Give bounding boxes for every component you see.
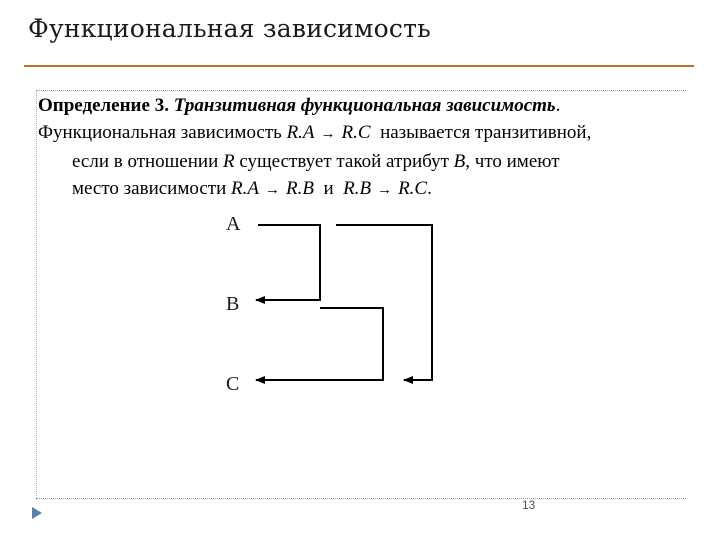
text-segment: называется транзитивной, — [370, 122, 592, 143]
content-frame-left — [36, 90, 37, 500]
title-divider — [24, 65, 694, 67]
text-segment: и — [313, 178, 344, 199]
text-segment: . — [427, 178, 432, 199]
content-frame-top — [36, 90, 686, 91]
attr-expression: R.A — [231, 178, 259, 199]
definition-term-punct: . — [555, 95, 561, 116]
attribute-name: B — [453, 151, 466, 172]
arrow-icon: → — [320, 126, 336, 142]
dependency-arrows — [220, 205, 450, 395]
attribute-label-a: A — [226, 213, 241, 235]
attr-expression: R.A — [286, 122, 315, 143]
attribute-label-c: C — [226, 373, 240, 395]
text-segment: Функциональная зависимость — [38, 122, 287, 143]
text-segment: , что имеют — [465, 151, 560, 172]
attr-expression: R.C — [341, 122, 371, 143]
content-frame-bottom — [36, 498, 686, 499]
text-segment: существует такой атрибут — [234, 151, 454, 172]
definition-line-3 — [38, 148, 698, 175]
definition-term: Транзитивная функциональная зависимость — [173, 95, 556, 116]
attribute-label-b: B — [226, 293, 240, 315]
page-number: 13 — [522, 498, 536, 512]
definition-line-1 — [38, 92, 698, 119]
attr-expression: R.C — [398, 178, 428, 199]
relation-name: R — [223, 151, 235, 172]
definition-line-4 — [38, 175, 698, 204]
play-triangle-icon — [30, 505, 44, 521]
definition-block — [38, 92, 698, 204]
arrow-icon: → — [377, 182, 393, 198]
text-segment: место зависимости — [72, 178, 231, 199]
definition-line-2 — [38, 119, 698, 148]
arrow-icon: → — [264, 182, 280, 198]
attr-expression: R.B — [343, 178, 372, 199]
text-segment: если в отношении — [72, 151, 223, 172]
arrow-a-to-b — [256, 225, 320, 300]
arrow-b-to-c — [256, 308, 383, 380]
dependency-diagram — [220, 205, 450, 395]
slide-title: Функциональная зависимость — [28, 14, 431, 43]
attr-expression: R.B — [285, 178, 314, 199]
definition-heading: Определение 3. — [38, 95, 169, 116]
